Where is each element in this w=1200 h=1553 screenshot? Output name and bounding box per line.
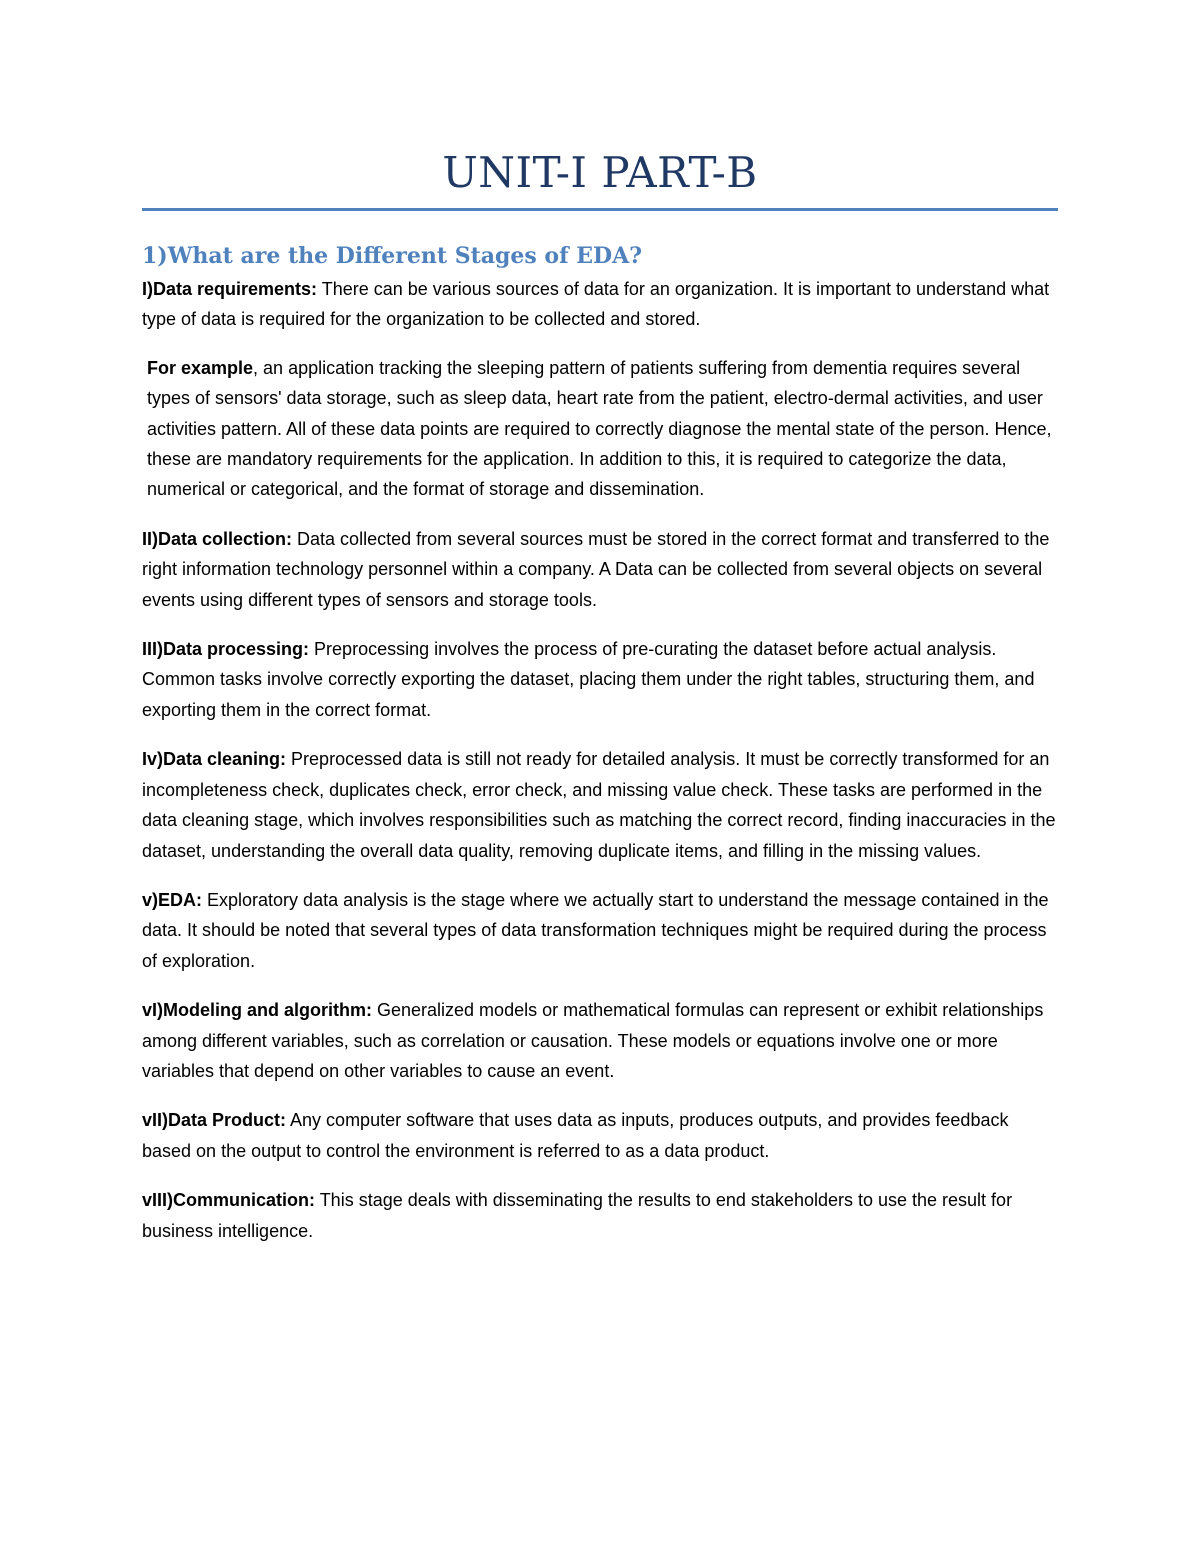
title-underline-divider — [142, 208, 1058, 211]
section-text: Data collected from several sources must be stored in the correct format and transferred to the right information technology personnel within a company. A Data can be collected from several objects on several events using different types of sensors and storage tools. — [142, 528, 1050, 610]
section-data-product — [142, 1105, 1058, 1166]
section-text: Generalized models or mathematical formulas can represent or exhibit relationships among different variables, such as correlation or causation. These models or equations involve one or more variables that depend on other variables to cause an event. — [142, 1000, 1044, 1081]
section-example — [142, 353, 1058, 505]
section-text: , an application tracking the sleeping pattern of patients suffering from dementia requires several types of sensors' data storage, such as sleep data, heart rate from the patient, electro-dermal activities, and user activities pattern. All of these data points are required to correctly diagnose the mental state of the person. Hence, these are mandatory requirements for the application. In addition to this, it is required to categorize the data, numerical or categorical, and the format of storage and dissemination. — [147, 357, 1052, 500]
section-text: Preprocessing involves the process of pre-curating the dataset before actual analysis. Common tasks involve correctly exporting the dataset, placing them under the right tables, structuring them, and exporting them in the correct format. — [142, 639, 1035, 720]
section-term: vI)Modeling and algorithm: — [142, 1000, 372, 1021]
section-communication — [142, 1185, 1058, 1246]
section-term: vII)Data Product: — [142, 1110, 287, 1131]
question-heading: 1)What are the Different Stages of EDA? — [142, 243, 643, 269]
document-body — [142, 238, 1058, 1265]
section-term: II)Data collection: — [142, 528, 293, 549]
section-data-processing — [142, 634, 1058, 725]
section-term: I)Data requirements: — [142, 279, 318, 299]
section-eda — [142, 885, 1058, 976]
section-text: There can be various sources of data for an organization. It is important to understand what type of data is required for the organization to be collected and stored. — [142, 279, 1050, 330]
section-text: Exploratory data analysis is the stage where we actually start to understand the message contained in the data. It should be noted that several types of data transformation techniques might be required during the process of exploration. — [142, 889, 1049, 971]
page-title: UNIT-I PART-B — [442, 148, 758, 197]
section-term: vIII)Communication: — [142, 1190, 316, 1211]
section-term: III)Data processing: — [142, 639, 310, 660]
section-data-collection — [142, 524, 1058, 615]
section-text: Any computer software that uses data as inputs, produces outputs, and provides feedback based on the output to control the environment is referred to as a data product. — [142, 1110, 1009, 1161]
section-text: This stage deals with disseminating the results to end stakeholders to use the result for business intelligence. — [142, 1190, 1013, 1241]
section-text: Preprocessed data is still not ready for detailed analysis. It must be correctly transformed for an incompleteness check, duplicates check, error check, and missing value check. These tasks are performed in the data cleaning stage, which involves responsibilities such as matching the correct record, finding inaccuracies in the dataset, understanding the overall data quality, removing duplicate items, and filling in the missing values. — [142, 749, 1056, 861]
section-term: v)EDA: — [142, 889, 203, 910]
section-data-cleaning — [142, 744, 1058, 866]
section-data-requirements — [142, 274, 1058, 335]
section-term: For example — [147, 357, 254, 378]
section-modeling-algorithm — [142, 995, 1058, 1086]
section-term: Iv)Data cleaning: — [142, 749, 287, 770]
